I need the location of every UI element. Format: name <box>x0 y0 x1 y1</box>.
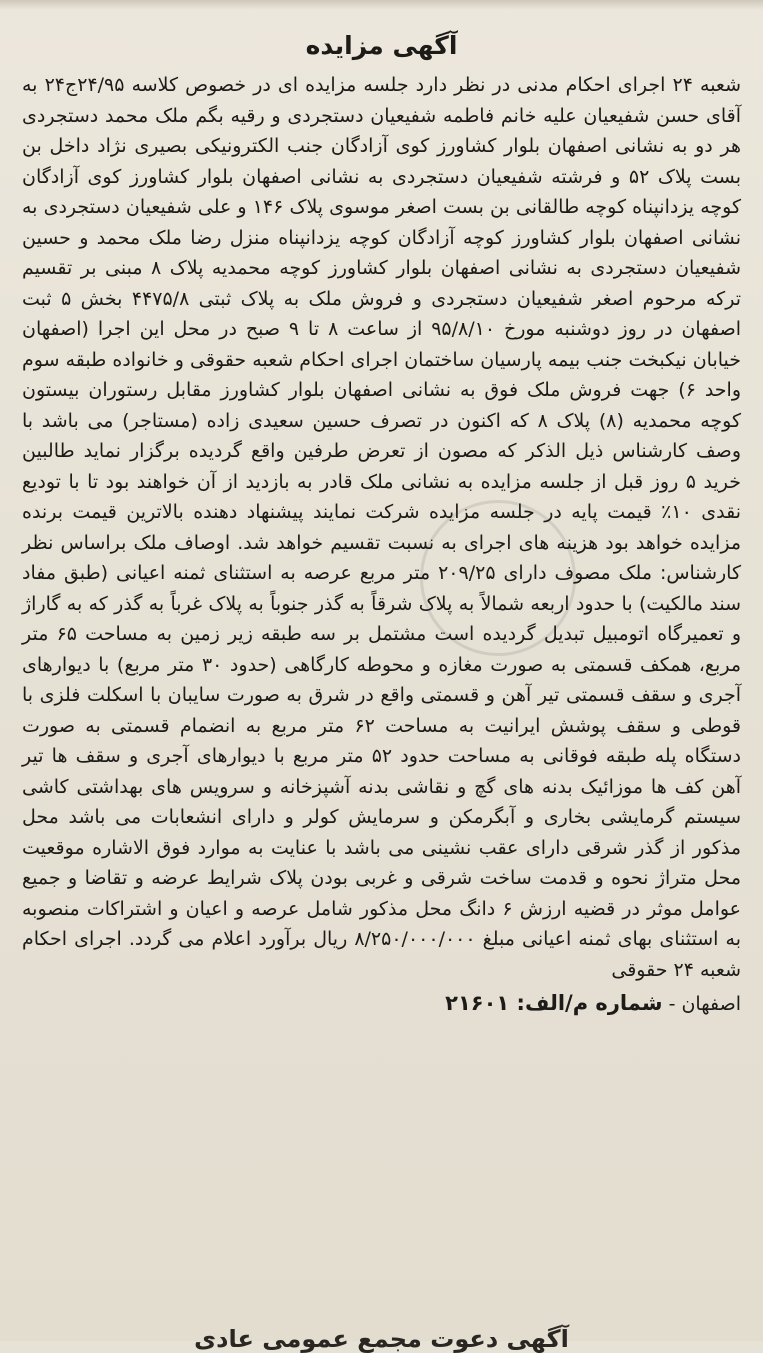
footer-reference-number: شماره م/الف: ۲۱۶۰۱ <box>445 991 663 1015</box>
notice-body: شعبه ۲۴ اجرای احکام مدنی در نظر دارد جلسه مزایده ای در خصوص کلاسه ۲۴/۹۵ج۲۴ به آقای حسن شفیعیان علیه خانم فاطمه شفیعیان دستجردی و رقیه بگم ملک محمد دستجردی هر دو به نشانی اصفهان بلوار کشاورز کوی آزادگان جنب الکترونیکی بصیری نژاد داخل بن بست پلاک ۵۲ و فرشته شفیعیان دستجردی به نشانی اصفهان بلوار کشاورز کوی آزادگان کوچه یزدانپناه کوچه طالقانی بن بست اصغر موسوی پلاک ۱۴۶ و علی شفیعیان دستجردی به نشانی اصفهان بلوار کشاورز کوچه آزادگان کوچه یزدانپناه منزل رضا ملک محمد و حسین شفیعیان دستجردی به نشانی اصفهان بلوار کشاورز کوچه محمدیه پلاک ۸ مبنی بر تقسیم ترکه مرحوم اصغر شفیعیان دستجردی و فروش ملک به پلاک ثبتی ۴۴۷۵/۸ بخش ۵ ثبت اصفهان در روز دوشنبه مورخ ۹۵/۸/۱۰ از ساعت ۸ تا ۹ صبح در محل این اجرا (اصفهان خیابان نیکبخت جنب بیمه پارسیان ساختمان اجرای احکام شعبه حقوقی و خانواده طبقه سوم واحد ۶) جهت فروش ملک فوق به نشانی اصفهان بلوار کشاورز مقابل رستوران بیستون کوچه محمدیه (۸) پلاک ۸ که اکنون در تصرف حسین سعیدی زاده (مستاجر) می باشد با وصف کارشناس ذیل الذکر که مصون از تعرض طرفین واقع گردیده برگزار نماید طالبین خرید ۵ روز قبل از جلسه مزایده به نشانی ملک قادر به بازدید از آن خواهند بود تا با تودیع نقدی ۱۰٪ قیمت پایه در جلسه مزایده شرکت نمایند پیشنهاد دهنده بالاترین قیمت برنده مزایده خواهد بود هزینه های اجرای به نسبت تقسیم خواهد شد. اوصاف ملک براساس نظر کارشناس: ملک مصوف دارای ۲۰۹/۲۵ متر مربع عرصه به استثنای ثمنه اعیانی (طبق مفاد سند مالکیت) با حدود اربعه شمالاً به پلاک شرقاً به گذر جنوباً به پلاک غرباً به گذر که به گاراژ و تعمیرگاه اتومبیل تبدیل گردیده است مشتمل بر سه طبقه زیر زمین به مساحت ۶۵ متر مربع، همکف قسمتی به صورت مغازه و محوطه کارگاهی (حدود ۳۰ متر مربع) با دیوارهای آجری و سقف قسمتی تیر آهن و قسمتی واقع در شرق به صورت سایبان با اسکلت فلزی با قوطی و سقف پوشش ایرانیت به مساحت ۶۲ متر مربع به انضمام قسمتی به صورت دستگاه پله طبقه فوقانی به مساحت حدود ۵۲ متر مربع با دیوارهای آجری و سقف ها تیر آهن کف ها موزائیک بدنه های گچ و نقاشی بدنه آشپزخانه و سرویس های بهداشتی کاشی سیستم گرمایشی بخاری و آبگرمکن و سرمایش کولر و دارای انشعابات می باشد محل مذکور از گذر شرقی دارای عقب نشینی می باشد با عنایت به موارد فوق الاشاره موقعیت محل متراژ نحوه و قدمت ساخت شرقی و غربی بودن پلاک شرایط عرضه و تقاضا و جمیع عوامل موثر در قضیه ارزش ۶ دانگ محل مذکور شامل عرصه و اعیان و اشتراکات منصوبه به استثنای بهای ثمنه اعیانی مبلغ ۸/۲۵۰/۰۰۰/۰۰۰ ریال برآورد اعلام می گردد. اجرای احکام شعبه ۲۴ حقوقی <box>22 74 742 981</box>
paper-edge-shadow <box>0 0 763 10</box>
notice-title: آگهی مزایده <box>305 31 458 60</box>
notice-footer <box>22 987 741 1020</box>
footer-city: اصفهان - <box>668 993 741 1015</box>
next-notice-title-cut: آگهی دعوت مجمع عمومی عادی <box>194 1325 569 1353</box>
